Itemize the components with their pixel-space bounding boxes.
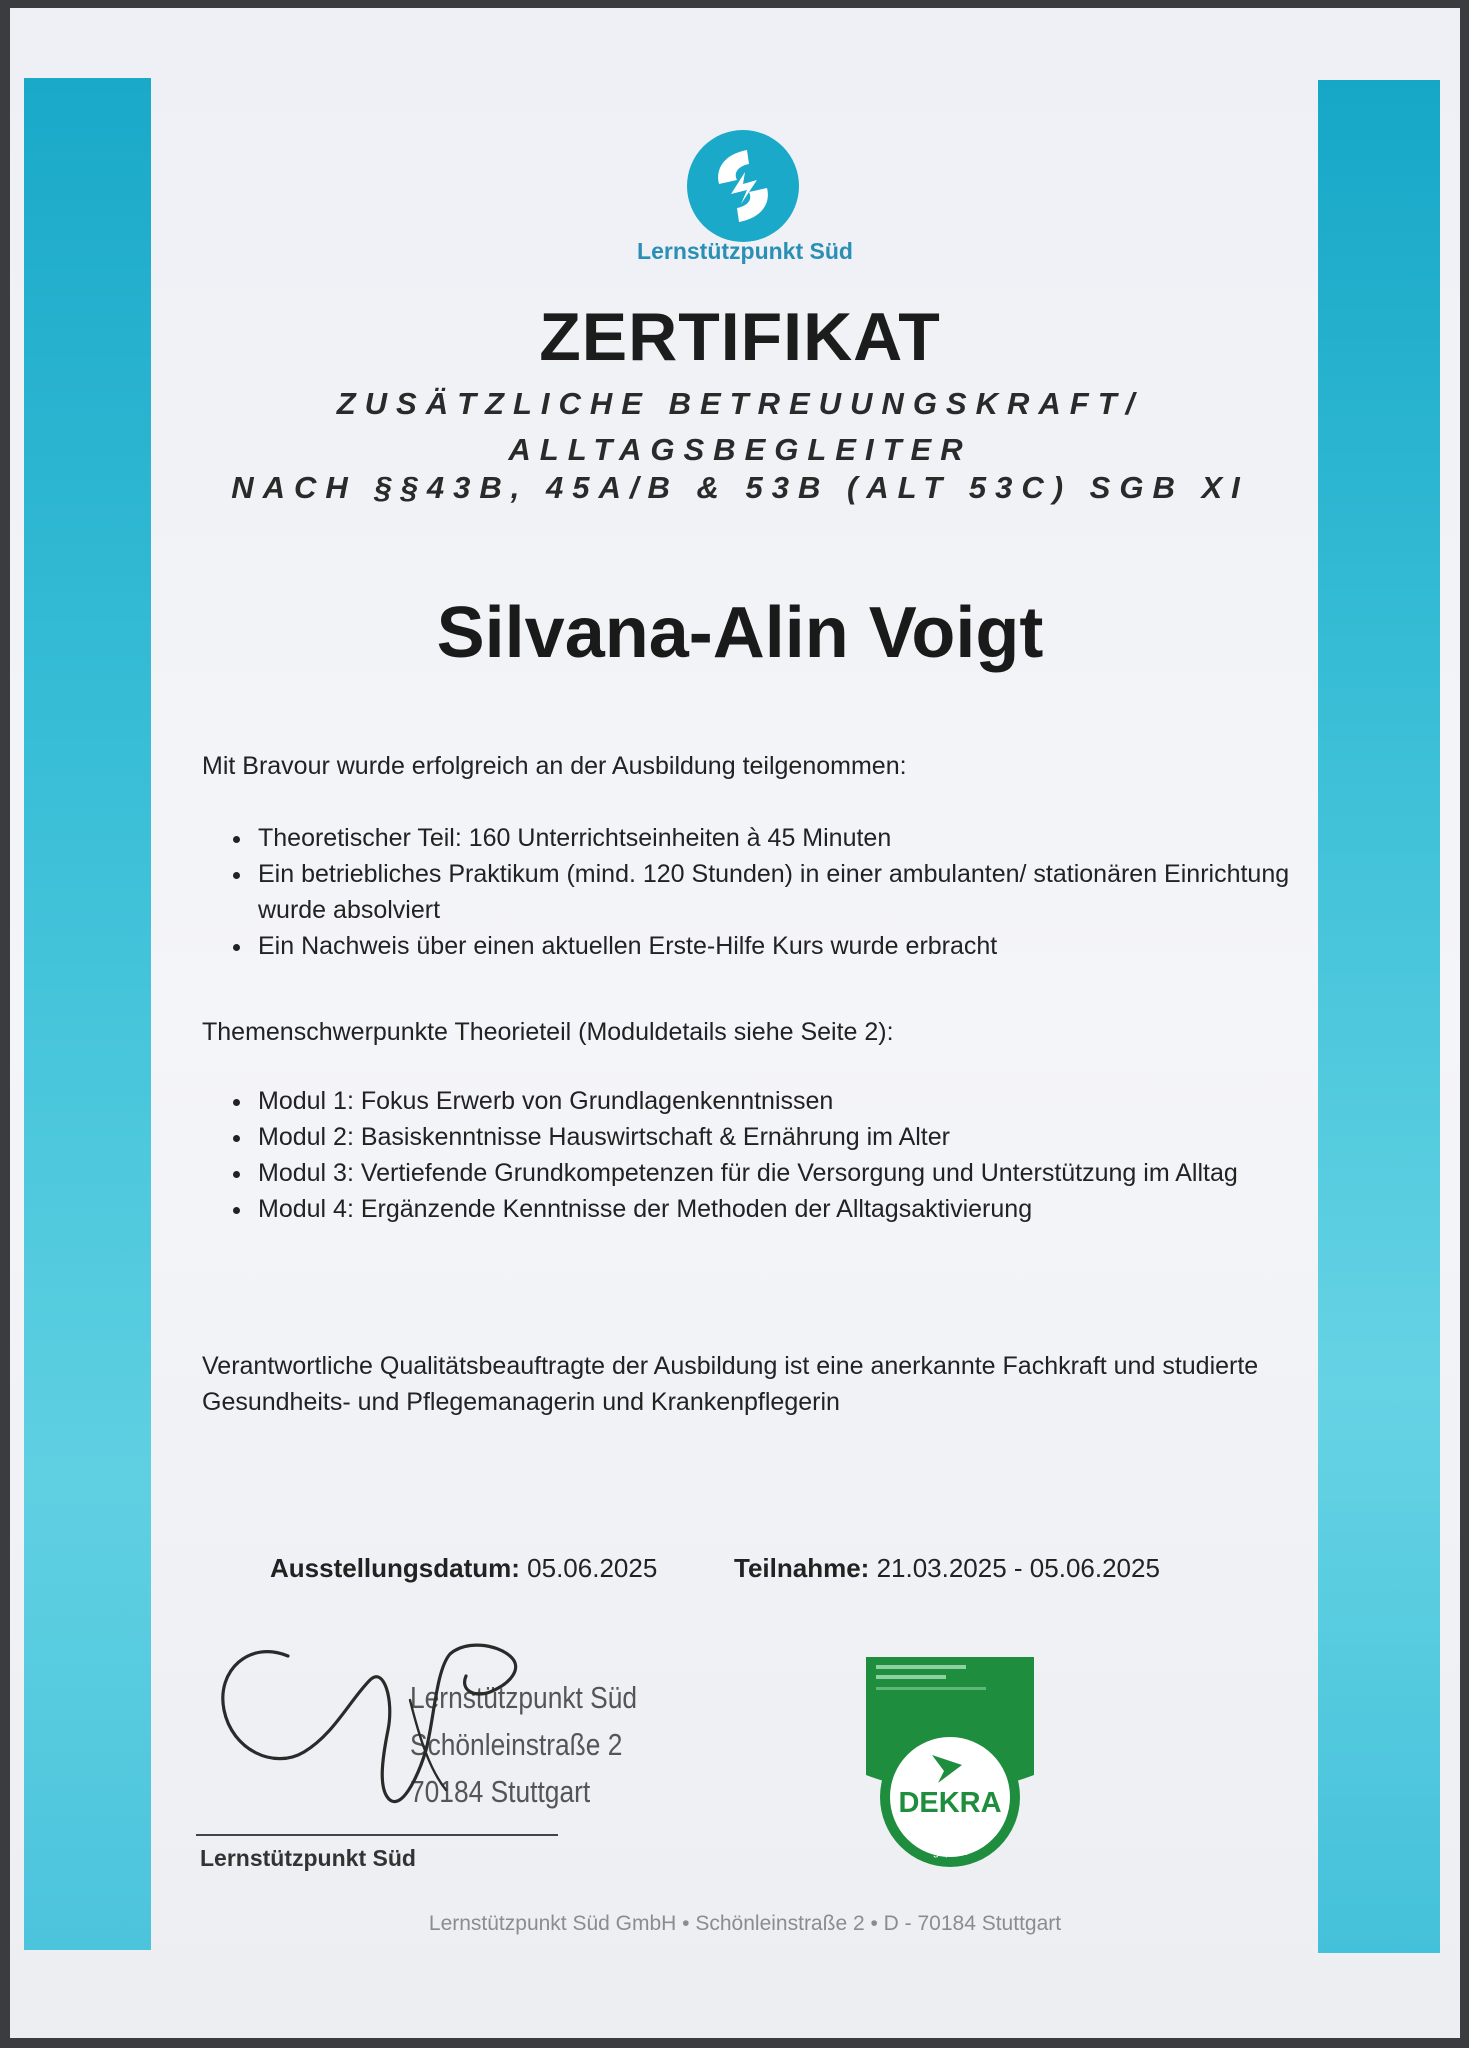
modules-list: [220, 1083, 1354, 1227]
dekra-brand: DEKRA: [898, 1787, 1002, 1819]
brand-name: Lernstützpunkt Süd: [637, 238, 853, 264]
subtitle-line-2: ALLTAGSBEGLEITER: [508, 432, 972, 467]
signature-label: Lernstützpunkt Süd: [200, 1845, 416, 1871]
modules-heading: Themenschwerpunkte Theorieteil (Moduldetails siehe Seite 2):: [202, 1018, 894, 1046]
requirements-list: [220, 820, 1354, 964]
footer-address: Lernstützpunkt Süd GmbH • Schönleinstraße 2 • D - 70184 Stuttgart: [428, 1912, 1062, 1935]
recipient-name: Silvana-Alin Voigt: [436, 593, 1044, 673]
issue-date-label: Ausstellungsdatum:: [270, 1553, 520, 1583]
list-item: • Modul 4: Ergänzende Kenntnisse der Methoden der Alltagsaktivierung: [254, 1191, 1354, 1227]
stamp-line-2: Schönleinstraße 2: [410, 1727, 623, 1762]
left-decorative-band: [24, 78, 151, 1950]
list-item: • Modul 3: Vertiefende Grundkompetenzen für die Versorgung und Unterstützung im Alltag: [254, 1155, 1354, 1191]
issue-date-value: 05.06.2025: [527, 1553, 658, 1583]
lightning-circle-icon: [685, 128, 801, 244]
quality-note: Verantwortliche Qualitätsbeauftragte der Ausbildung ist eine anerkannte Fachkraft und studierte Gesundheits- und Pflegemanagerin und Krankenpflegerin: [202, 1352, 1259, 1416]
list-item: • Theoretischer Teil: 160 Unterrichtseinheiten à 45 Minuten: [254, 820, 1354, 856]
list-item: • Ein Nachweis über einen aktuellen Erste-Hilfe Kurs wurde erbracht: [254, 928, 1354, 964]
dekra-sub: geprüft: [932, 1846, 968, 1858]
intro-text: Mit Bravour wurde erfolgreich an der Ausbildung teilgenommen:: [202, 752, 907, 780]
subtitle-line-1: ZUSÄTZLICHE BETREUUNGSKRAFT/: [336, 386, 1144, 421]
participation-label: Teilnahme:: [734, 1553, 870, 1583]
dekra-seal-icon: [866, 1657, 1034, 1870]
right-decorative-band: [1318, 80, 1440, 1953]
stamp-line-1: Lernstützpunkt Süd: [410, 1680, 638, 1715]
handwritten-signature: [210, 1640, 680, 1830]
certificate-title: ZERTIFIKAT: [539, 299, 941, 375]
stamp-line-3: 70184 Stuttgart: [410, 1774, 591, 1809]
list-item: • Ein betriebliches Praktikum (mind. 120 Stunden) in einer ambulanten/ stationären Einrichtung wurde absolviert: [254, 856, 1354, 928]
list-item: • Modul 1: Fokus Erwerb von Grundlagenkenntnissen: [254, 1083, 1354, 1119]
subtitle-line-3: NACH §§43B, 45A/B & 53B (ALT 53C) SGB XI: [231, 470, 1249, 505]
issue-date: [270, 1553, 657, 1584]
participation-period: [734, 1553, 1160, 1584]
signature-line: [196, 1834, 558, 1836]
participation-value: 21.03.2025 - 05.06.2025: [876, 1553, 1160, 1583]
list-item: • Modul 2: Basiskenntnisse Hauswirtschaft & Ernährung im Alter: [254, 1119, 1354, 1155]
